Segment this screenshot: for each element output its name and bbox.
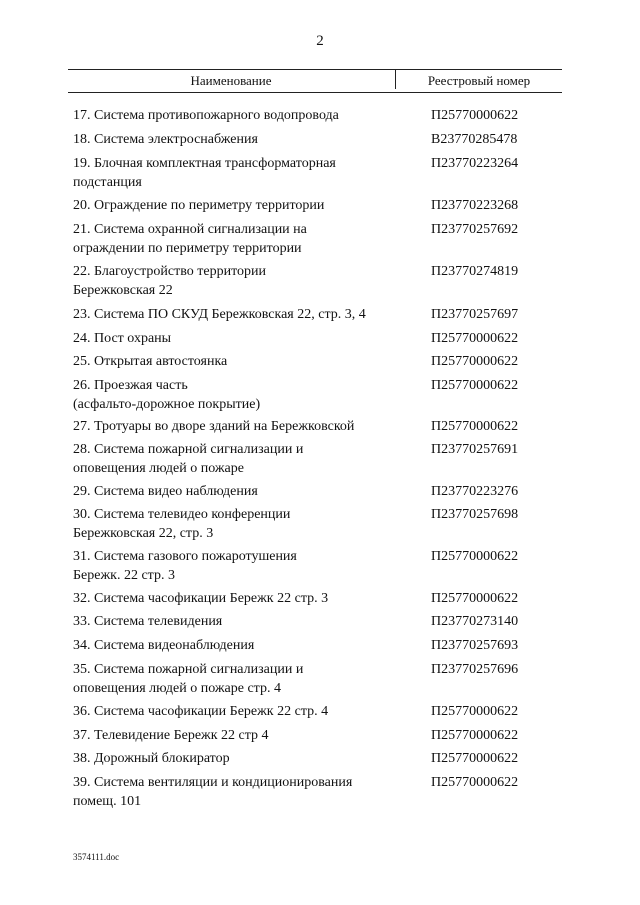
row-name: 29. Система видео наблюдения	[73, 484, 258, 499]
row-registry-number: П23770223264	[431, 156, 519, 171]
row-name: 23. Система ПО СКУД Бережковская 22, стр. 3, 4	[73, 307, 366, 322]
row-registry-number: П25770000622	[431, 704, 519, 719]
row-name: 18. Система электроснабжения	[73, 132, 258, 147]
row-registry-number: П25770000622	[431, 354, 519, 369]
row-name: 34. Система видеонаблюдения	[73, 638, 255, 653]
row-name: 31. Система газового пожаротушения Бережк. 22 стр. 3	[73, 549, 297, 583]
row-name: 37. Телевидение Бережк 22 стр 4	[73, 728, 269, 743]
row-name: 30. Система телевидео конференции Бережковская 22, стр. 3	[73, 507, 291, 541]
row-name: 39. Система вентиляции и кондиционирования помещ. 101	[73, 775, 353, 809]
row-name: 35. Система пожарной сигнализации и оповещения людей о пожаре стр. 4	[73, 662, 304, 696]
row-registry-number: П25770000622	[431, 108, 519, 123]
row-registry-number: П25770000622	[431, 331, 519, 346]
row-registry-number: П23770257698	[431, 507, 519, 522]
row-name: 27. Тротуары во дворе зданий на Бережковской	[73, 419, 355, 434]
document-filename: 3574111.doc	[73, 852, 120, 862]
row-name: 22. Благоустройство территории Бережковская 22	[73, 264, 266, 298]
row-name: 24. Пост охраны	[73, 331, 172, 346]
row-name: 17. Система противопожарного водопровода	[73, 108, 339, 123]
column-header-registry-number: Реестровый номер	[395, 70, 562, 89]
row-name: 32. Система часофикации Бережк 22 стр. 3	[73, 591, 329, 606]
row-registry-number: П25770000622	[431, 378, 519, 393]
page-number: 2	[316, 33, 324, 49]
row-name: 25. Открытая автостоянка	[73, 354, 228, 369]
row-name: 36. Система часофикации Бережк 22 стр. 4	[73, 704, 329, 719]
row-name: 26. Проезжая часть (асфальто-дорожное покрытие)	[73, 378, 261, 412]
row-registry-number: П25770000622	[431, 728, 519, 743]
row-name: 20. Ограждение по периметру территории	[73, 198, 325, 213]
row-registry-number: П23770257691	[431, 442, 519, 457]
row-name: 28. Система пожарной сигнализации и оповещения людей о пожаре	[73, 442, 304, 476]
row-registry-number: П25770000622	[431, 419, 519, 434]
row-registry-number: П23770223276	[431, 484, 519, 499]
row-registry-number: П25770000622	[431, 549, 519, 564]
row-registry-number: П25770000622	[431, 591, 519, 606]
row-registry-number: П23770274819	[431, 264, 519, 279]
row-name: 33. Система телевидения	[73, 614, 223, 629]
row-registry-number: П25770000622	[431, 775, 519, 790]
row-registry-number: П23770257697	[431, 307, 519, 322]
row-registry-number: В23770285478	[431, 132, 518, 147]
row-name: 38. Дорожный блокиратор	[73, 751, 230, 766]
row-registry-number: П23770223268	[431, 198, 519, 213]
row-registry-number: П23770257692	[431, 222, 519, 237]
row-name: 19. Блочная комплектная трансформаторная подстанция	[73, 156, 336, 190]
row-registry-number: П25770000622	[431, 751, 519, 766]
row-registry-number: П23770257696	[431, 662, 519, 677]
row-registry-number: П23770273140	[431, 614, 519, 629]
row-registry-number: П23770257693	[431, 638, 519, 653]
row-name: 21. Система охранной сигнализации на ограждении по периметру территории	[73, 222, 307, 256]
column-header-name: Наименование	[190, 73, 272, 88]
